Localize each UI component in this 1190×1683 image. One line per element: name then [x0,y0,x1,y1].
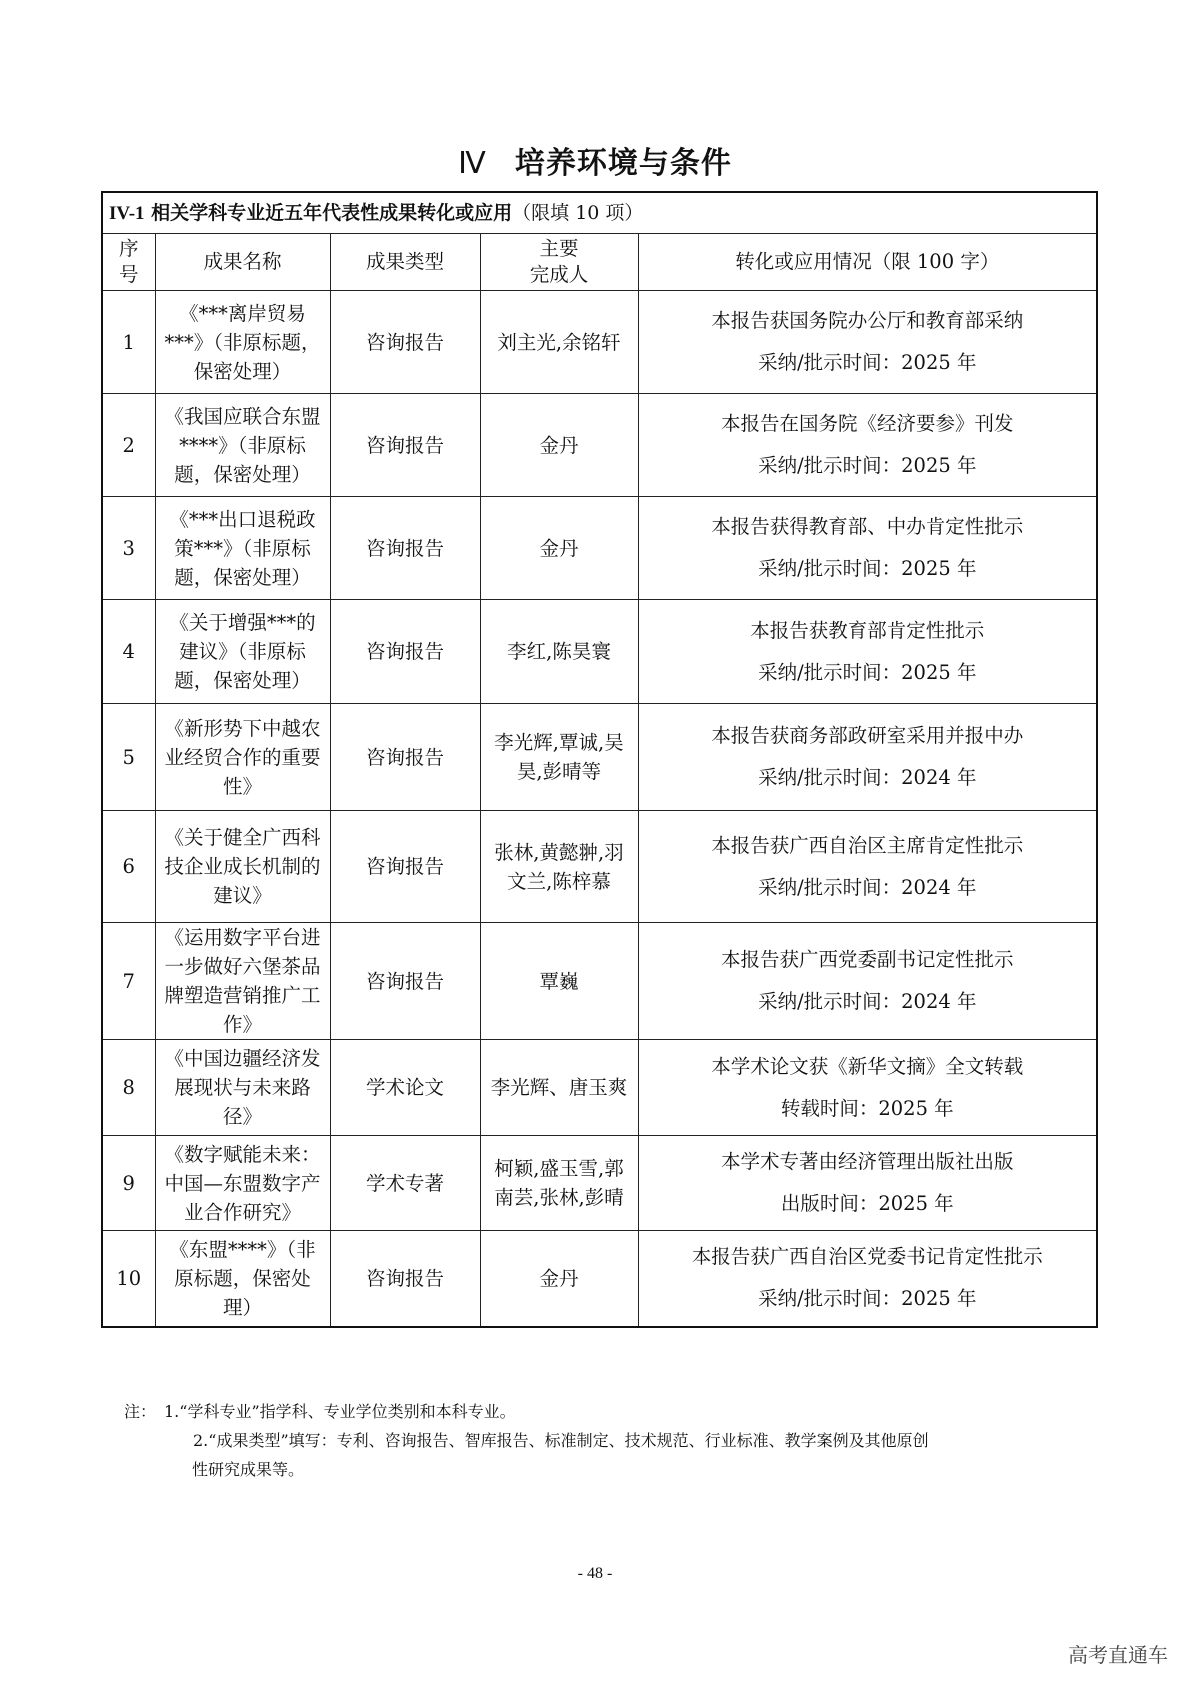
row-type: 咨询报告 [330,704,480,811]
section-title [0,138,1190,182]
row-status: 本学术论文获《新华文摘》全文转载 [711,1054,1024,1078]
header-name: 成果名称 [155,234,330,291]
table-row [102,600,1097,704]
row-time: 采纳/批示时间：2025 年 [758,660,977,684]
row-authors: 柯颖,盛玉雪,郭南芸,张林,彭晴 [480,1136,638,1231]
row-name: 《运用数字平台进一步做好六堡茶品牌塑造营销推广工作》 [155,923,330,1040]
table-row [102,1231,1097,1327]
row-authors: 覃巍 [480,923,638,1040]
table-caption-code: IV-1 [109,202,145,224]
row-application [638,1231,1097,1327]
row-time: 采纳/批示时间：2025 年 [758,351,977,374]
row-status: 本学术专著由经济管理出版社出版 [721,1150,1014,1173]
table-row [102,704,1097,811]
note-item: 2.“成果类型”填写：专利、咨询报告、智库报告、标准制定、技术规范、行业标准、教学案例及其他原创 [193,1431,929,1450]
row-name: 《***出口退税政策***》（非原标题，保密处理） [155,497,330,600]
row-application [638,811,1097,923]
row-name: 《数字赋能未来：中国—东盟数字产业合作研究》 [155,1136,330,1231]
row-name: 《关于增强***的建议》（非原标题，保密处理） [155,600,330,704]
page-number: - 48 - [577,1565,613,1582]
table-header-row [102,234,1097,291]
row-no: 4 [102,600,155,704]
table-row [102,497,1097,600]
table-row [102,811,1097,923]
row-authors: 张林,黄懿翀,羽文兰,陈梓慕 [480,811,638,923]
row-no: 9 [102,1136,155,1231]
table-caption [102,192,1097,234]
table-row [102,394,1097,497]
row-type: 咨询报告 [330,394,480,497]
row-time: 采纳/批示时间：2025 年 [758,557,977,580]
row-application [638,291,1097,394]
table-row [102,1136,1097,1231]
notes-label: 注： [124,1402,157,1421]
row-status: 本报告获广西自治区主席肯定性批示 [711,833,1024,857]
header-status: 转化或应用情况（限 100 字） [638,234,1097,291]
row-application [638,1136,1097,1231]
row-authors: 李红,陈昊寰 [480,600,638,704]
section-title-text: 培养环境与条件 [514,146,732,181]
row-authors: 李光辉、唐玉爽 [480,1040,638,1136]
row-name: 《中国边疆经济发展现状与未来路径》 [155,1040,330,1136]
row-status: 本报告获教育部肯定性批示 [750,618,985,642]
row-status: 本报告获得教育部、中办肯定性批示 [711,515,1024,538]
row-time: 采纳/批示时间：2025 年 [758,1287,977,1311]
row-no: 2 [102,394,155,497]
row-type: 咨询报告 [330,811,480,923]
row-name: 《***离岸贸易***》（非原标题，保密处理） [155,291,330,394]
row-name: 《新形势下中越农业经贸合作的重要性》 [155,704,330,811]
row-type: 咨询报告 [330,1231,480,1327]
row-name: 《关于健全广西科技企业成长机制的建议》 [155,811,330,923]
row-name: 《东盟****》（非原标题，保密处理） [155,1231,330,1327]
row-no: 7 [102,923,155,1040]
row-no: 8 [102,1040,155,1136]
row-time: 采纳/批示时间：2025 年 [758,454,977,477]
table-caption-text: 相关学科专业近五年代表性成果转化或应用 [144,201,513,224]
row-application [638,497,1097,600]
note-item: 1.“学科专业”指学科、专业学位类别和本科专业。 [164,1402,516,1421]
row-no: 6 [102,811,155,923]
table-row [102,1040,1097,1136]
row-authors: 金丹 [480,394,638,497]
section-numeral: Ⅳ [458,147,487,180]
row-application [638,600,1097,704]
row-type: 咨询报告 [330,497,480,600]
row-application [638,394,1097,497]
row-application [638,923,1097,1040]
header-no: 序号 [102,234,155,291]
notes [124,1397,1054,1484]
row-type: 咨询报告 [330,291,480,394]
row-no: 10 [102,1231,155,1327]
row-type: 学术论文 [330,1040,480,1136]
row-authors: 李光辉,覃诚,吴昊,彭晴等 [480,704,638,811]
row-status: 本报告在国务院《经济要参》刊发 [721,412,1014,435]
row-status: 本报告获广西党委副书记定性批示 [721,948,1014,971]
note-item: 性研究成果等。 [192,1460,305,1479]
row-type: 学术专著 [330,1136,480,1231]
row-status: 本报告获广西自治区党委书记肯定性批示 [691,1245,1043,1269]
row-application [638,1040,1097,1136]
row-status: 本报告获国务院办公厅和教育部采纳 [711,309,1024,332]
row-time: 出版时间：2025 年 [780,1192,954,1215]
row-name: 《我国应联合东盟****》（非原标题，保密处理） [155,394,330,497]
row-no: 1 [102,291,155,394]
table-caption-limit: （限填 10 项） [512,201,644,224]
row-status: 本报告获商务部政研室采用并报中办 [711,724,1024,747]
row-time: 采纳/批示时间：2024 年 [758,875,977,899]
watermark: 高考直通车 [1068,1643,1168,1667]
row-no: 5 [102,704,155,811]
row-application [638,704,1097,811]
row-time: 采纳/批示时间：2024 年 [758,990,977,1013]
row-type: 咨询报告 [330,923,480,1040]
table-row [102,291,1097,394]
achievements-table [101,191,1098,1328]
row-authors: 金丹 [480,1231,638,1327]
header-type: 成果类型 [330,234,480,291]
row-authors: 刘主光,余铭轩 [480,291,638,394]
row-time: 转载时间：2025 年 [780,1096,954,1120]
row-type: 咨询报告 [330,600,480,704]
row-authors: 金丹 [480,497,638,600]
row-no: 3 [102,497,155,600]
header-authors: 主要 完成人 [480,234,638,291]
row-time: 采纳/批示时间：2024 年 [758,766,977,789]
table-row [102,923,1097,1040]
